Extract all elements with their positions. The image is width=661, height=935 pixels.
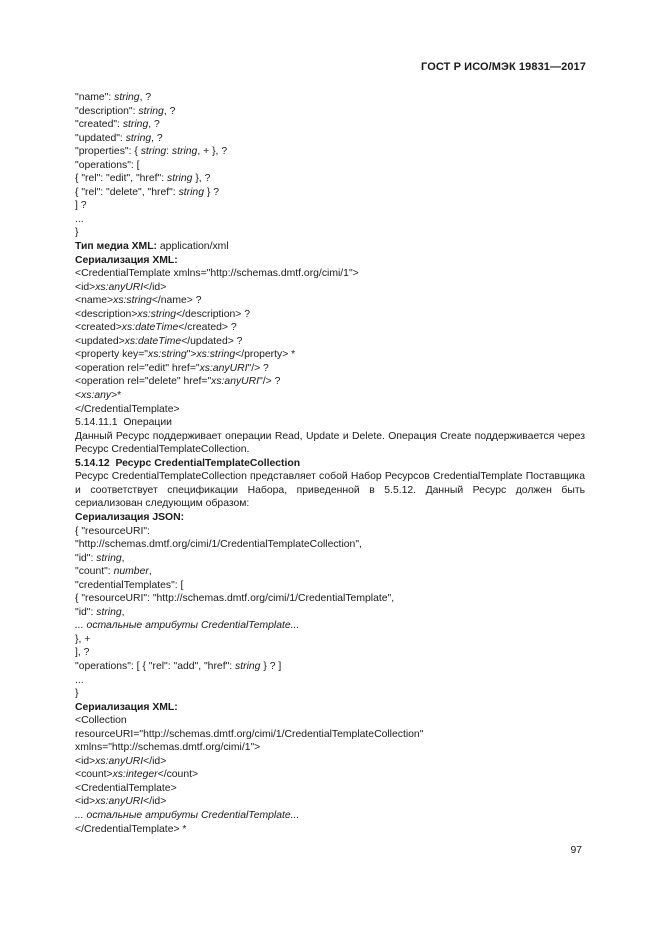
- json2-open-line: { "resourceURI":: [75, 525, 150, 537]
- json2-heading: Сериализация JSON:: [75, 511, 185, 523]
- xml-description-line: <description>xs:string</description> ?: [75, 308, 251, 320]
- json2-uri-line: "http://schemas.dmtf.org/cimi/1/CredentialTemplateCollection",: [75, 539, 362, 551]
- json2-operations-line: "operations": [ { "rel": "add", "href": string } ? ]: [75, 660, 282, 672]
- json-ellipsis-line: ...: [75, 213, 84, 225]
- json2-item-id-line: "id": string,: [75, 606, 125, 618]
- section-collection-heading: 5.14.12 Ресурс CredentialTemplateCollection: [75, 457, 301, 469]
- json2-templates-close-line: ], ?: [75, 647, 90, 659]
- xml2-count-line: <count>xs:integer</count>: [75, 769, 199, 781]
- xml2-uri-line: resourceURI="http://schemas.dmtf.org/cimi/1/CredentialTemplateCollection": [75, 728, 424, 740]
- xml-name-line: <name>xs:string</name> ?: [75, 295, 202, 307]
- json-name-line: "name": string, ?: [75, 92, 152, 103]
- section-ops-text: Данный Ресурс поддерживает операции Read, Update и Delete. Операция Create поддерживается через Ресурс CredentialTemplateCollection.: [75, 430, 585, 456]
- page-number: 97: [570, 845, 582, 856]
- xml-root-close-line: </CredentialTemplate>: [75, 403, 180, 415]
- json2-close-line: }: [75, 688, 79, 700]
- xml-root-open-line: <CredentialTemplate xmlns="http://schemas.dmtf.org/cimi/1">: [75, 268, 359, 280]
- json-properties-line: "properties": { string: string, + }, ?: [75, 146, 228, 158]
- section-ops-heading: 5.14.11.1 Операции: [75, 417, 172, 429]
- json2-id-line: "id": string,: [75, 552, 125, 564]
- xml2-template-rest-line: ... остальные атрибуты CredentialTemplate...: [75, 809, 300, 821]
- xml-updated-line: <updated>xs:dateTime</updated> ?: [75, 335, 243, 347]
- xml-property-line: <property key="xs:string">xs:string</property> *: [75, 349, 296, 361]
- json2-item-close-line: }, +: [75, 633, 91, 645]
- json2-ellipsis-line: ...: [75, 674, 84, 686]
- json-ops-close-line: ] ?: [75, 200, 87, 212]
- xml2-id-line: <id>xs:anyURI</id>: [75, 755, 167, 767]
- json2-item-rest-line: ... остальные атрибуты CredentialTemplate...: [75, 620, 300, 632]
- section-collection-text: Ресурс CredentialTemplateCollection представляет собой Набор Ресурсов CredentialTemplate Поставщика и соответствует спецификации Набора, приведенной в 5.5.12. Данный Ресурс должен быть сериализован следующим образом:: [75, 471, 585, 510]
- xml2-open-line: <Collection: [75, 715, 127, 727]
- xml-op-delete-line: <operation rel="delete" href="xs:anyURI"/> ?: [75, 376, 281, 388]
- xml2-template-close-line: </CredentialTemplate> *: [75, 823, 187, 835]
- xml2-template-open-line: <CredentialTemplate>: [75, 782, 177, 794]
- json-op-delete-line: { "rel": "delete", "href": string } ?: [75, 186, 220, 198]
- json-description-line: "description": string, ?: [75, 105, 176, 117]
- json2-count-line: "count": number,: [75, 566, 152, 578]
- json2-templates-open-line: "credentialTemplates": [: [75, 579, 184, 591]
- xml2-xmlns-line: xmlns="http://schemas.dmtf.org/cimi/1">: [75, 742, 261, 754]
- xml2-template-id-line: <id>xs:anyURI</id>: [75, 796, 167, 808]
- json-op-edit-line: { "rel": "edit", "href": string }, ?: [75, 173, 211, 185]
- page-content: [75, 91, 585, 836]
- json-created-line: "created": string, ?: [75, 119, 160, 131]
- document-standard-header: ГОСТ Р ИСО/МЭК 19831—2017: [421, 61, 586, 73]
- json-close-line: }: [75, 227, 79, 239]
- xml-any-line: <xs:any>*: [75, 390, 122, 402]
- media-type-line: Тип медиа XML: application/xml: [75, 241, 229, 253]
- xml-op-edit-line: <operation rel="edit" href="xs:anyURI"/> ?: [75, 362, 269, 374]
- json-updated-line: "updated": string, ?: [75, 132, 163, 144]
- xml-created-line: <created>xs:dateTime</created> ?: [75, 322, 237, 334]
- xml2-heading: Сериализация XML:: [75, 701, 178, 713]
- xml-heading: Сериализация XML:: [75, 254, 178, 266]
- json2-item-uri-line: { "resourceURI": "http://schemas.dmtf.org/cimi/1/CredentialTemplate",: [75, 593, 395, 605]
- json-operations-open-line: "operations": [: [75, 159, 140, 171]
- xml-id-line: <id>xs:anyURI</id>: [75, 281, 167, 293]
